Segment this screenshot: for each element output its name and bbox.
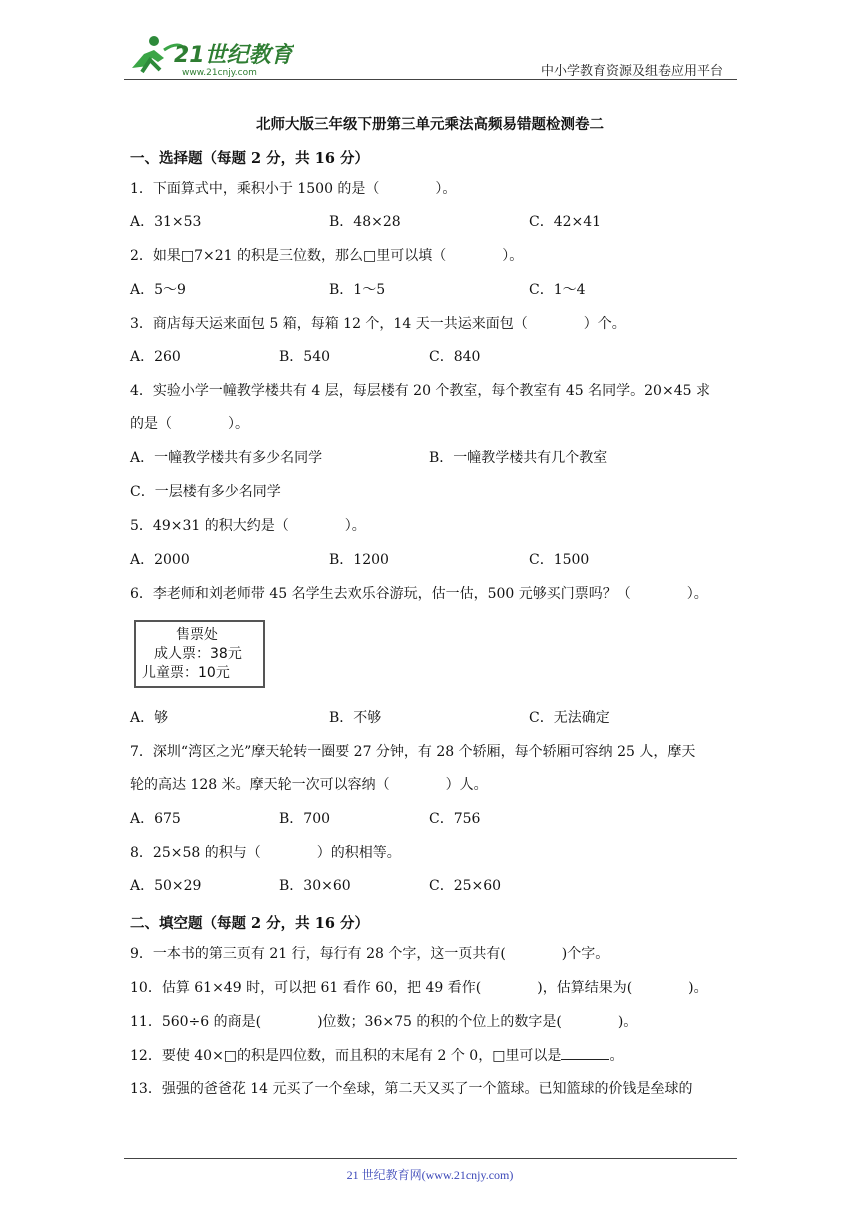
footer-text: 21 世纪教育网(www.21cnjy.com) <box>346 1168 514 1182</box>
question-13: 13．强强的爸爸花 14 元买了一个垒球，第二天又买了一个篮球。已知篮球的价钱是垒球的 <box>130 1081 693 1097</box>
q2-option-b: B．1～5 <box>329 282 386 298</box>
q1-option-a: A．31×53 <box>130 214 202 230</box>
logo-text: 21世纪教育 <box>174 43 293 68</box>
question-8: 8．25×58 的积与（ ）的积相等。 <box>130 845 401 861</box>
q7-option-a: A．675 <box>130 811 181 827</box>
header-platform-text: 中小学教育资源及组卷应用平台 <box>540 64 723 79</box>
question-12-text: 12．要使 40×□的积是四位数，而且积的末尾有 2 个 0，□里可以是 <box>130 1048 562 1064</box>
section-heading-fill: 二、填空题（每题 2 分，共 16 分） <box>130 915 369 932</box>
question-2: 2．如果□7×21 的积是三位数，那么□里可以填（ ）。 <box>130 248 524 264</box>
q1-option-c: C．42×41 <box>529 214 602 230</box>
question-1: 1．下面算式中，乘积小于 1500 的是（ ）。 <box>130 181 457 197</box>
question-12-end: 。 <box>609 1048 624 1064</box>
q4-option-c: C．一层楼有多少名同学 <box>130 484 281 500</box>
question-12 <box>130 1047 623 1064</box>
q3-option-c: C．840 <box>429 349 481 365</box>
question-3: 3．商店每天运来面包 5 箱，每箱 12 个，14 天一共运来面包（ ）个。 <box>130 316 626 332</box>
q2-option-a: A．5～9 <box>130 282 186 298</box>
ticket-price-box <box>134 620 265 688</box>
question-7-line1: 7．深圳“湾区之光”摩天轮转一圈要 27 分钟，有 28 个轿厢，每个轿厢可容纳 25 人，摩天 <box>130 744 696 760</box>
ticket-child-price: 儿童票：10元 <box>142 665 230 681</box>
q5-option-b: B．1200 <box>329 552 389 568</box>
q4-option-b: B．一幢教学楼共有几个教室 <box>429 450 608 466</box>
q4-option-a: A．一幢教学楼共有多少名同学 <box>130 450 323 466</box>
q5-option-a: A．2000 <box>130 552 190 568</box>
question-10: 10．估算 61×49 时，可以把 61 看作 60，把 49 看作( )，估算结果为( )。 <box>130 980 708 996</box>
question-9: 9．一本书的第三页有 21 行，每行有 28 个字，这一页共有( )个字。 <box>130 946 610 962</box>
question-5: 5．49×31 的积大约是（ ）。 <box>130 518 366 534</box>
q8-option-b: B．30×60 <box>279 878 351 894</box>
q6-option-a: A．够 <box>130 710 169 726</box>
site-logo <box>124 32 294 80</box>
q5-option-c: C．1500 <box>529 552 590 568</box>
logo-url: www.21cnjy.com <box>182 68 257 78</box>
q7-option-b: B．700 <box>279 811 331 827</box>
q8-option-a: A．50×29 <box>130 878 202 894</box>
q6-option-b: B．不够 <box>329 710 382 726</box>
q8-option-c: C．25×60 <box>429 878 502 894</box>
question-11: 11．560÷6 的商是( )位数；36×75 的积的个位上的数字是( )。 <box>130 1014 638 1030</box>
question-4-line1: 4．实验小学一幢教学楼共有 4 层，每层楼有 20 个教室，每个教室有 45 名同学。20×45 求 <box>130 383 710 399</box>
q1-option-b: B．48×28 <box>329 214 401 230</box>
page-title: 北师大版三年级下册第三单元乘法高频易错题检测卷二 <box>256 116 604 133</box>
q3-option-a: A．260 <box>130 349 181 365</box>
footer-divider <box>124 1158 737 1159</box>
header-divider <box>124 79 737 80</box>
q3-option-b: B．540 <box>279 349 331 365</box>
runner-logo-icon <box>124 32 294 80</box>
q6-option-c: C．无法确定 <box>529 710 610 726</box>
ticket-title: 售票处 <box>176 627 218 643</box>
question-6: 6．李老师和刘老师带 45 名学生去欢乐谷游玩，估一估，500 元够买门票吗？（ ）。 <box>130 586 708 602</box>
question-7-line2: 轮的高达 128 米。摩天轮一次可以容纳（ ）人。 <box>130 777 488 793</box>
ticket-adult-price: 成人票：38元 <box>154 646 242 662</box>
q2-option-c: C．1～4 <box>529 282 586 298</box>
q7-option-c: C．756 <box>429 811 481 827</box>
question-4-line2: 的是（ ）。 <box>130 416 249 432</box>
section-heading-choice: 一、选择题（每题 2 分，共 16 分） <box>130 150 369 167</box>
answer-blank <box>561 1047 609 1060</box>
